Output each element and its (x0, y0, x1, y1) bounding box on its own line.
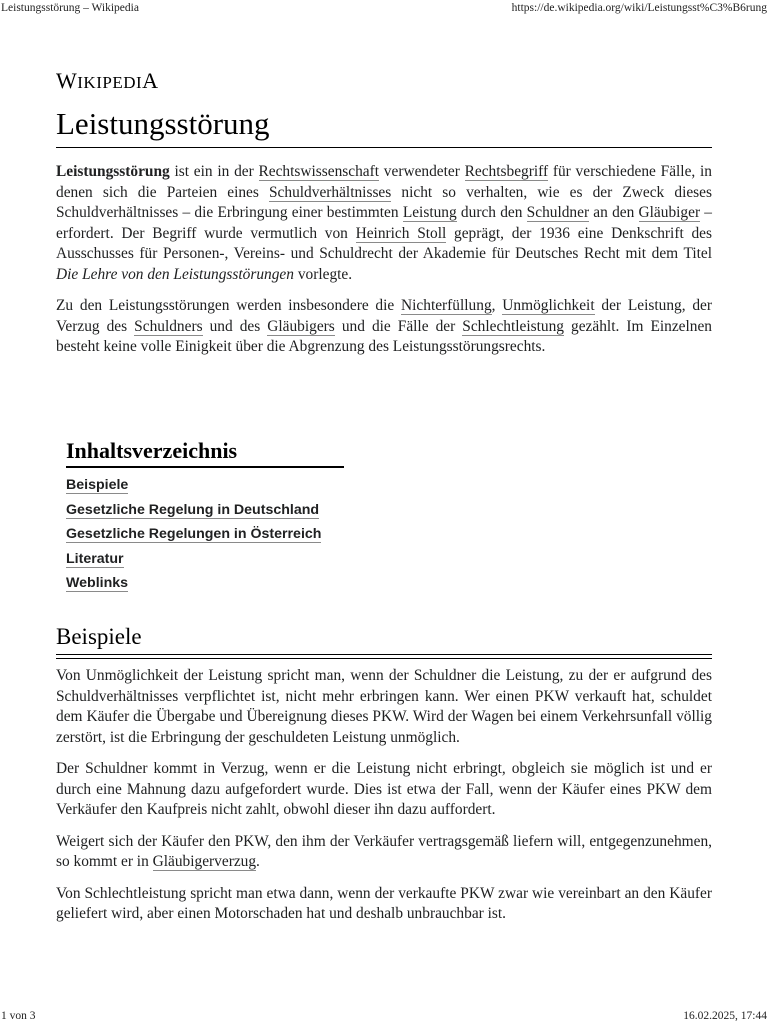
section-paragraph (56, 759, 712, 821)
wiki-link[interactable]: Schuldners (134, 317, 203, 335)
text-run: gezählt. Im Einzelnen besteht keine volle Einigkeit über die Abgrenzung des Leistungsstörungsrechts. (56, 317, 712, 355)
table-of-contents (66, 436, 344, 599)
text-run: für verschiedene Fälle, in denen sich die Parteien eines (56, 163, 712, 201)
toc-item-beispiele[interactable]: Beispiele (66, 477, 129, 493)
page-title: Leistungsstörung (56, 104, 712, 148)
print-page-title: Leistungsstörung – Wikipedia (1, 2, 139, 14)
text-run: ist ein in der (169, 163, 259, 180)
text-run: Zu den Leistungsstörungen werden insbesondere die (56, 297, 402, 314)
section-heading-beispiele: Beispiele (56, 622, 712, 655)
toc-item-literatur[interactable]: Literatur (66, 550, 124, 567)
text-run: Weigert sich der Käufer den PKW, den ihm der Verkäufer vertragsgemäß liefern will, entgegenzunehmen, so kommt er in (56, 832, 712, 870)
wiki-link[interactable]: Unmöglichkeit (502, 297, 595, 314)
section-paragraph (56, 884, 712, 925)
print-url: https://de.wikipedia.org/wiki/Leistungsst%C3%B6rung (511, 2, 767, 14)
italic-title: Die Lehre von den Leistungsstörungen (56, 265, 294, 283)
text-run: . (256, 853, 260, 870)
wiki-link[interactable]: Gläubigers (267, 317, 335, 335)
section-paragraph (56, 666, 712, 748)
intro-paragraph (56, 162, 712, 285)
toc-item-regelungen-oesterreich[interactable]: Gesetzliche Regelungen in Österreich (66, 526, 322, 542)
wiki-link[interactable]: Gläubigerverzug (152, 853, 257, 870)
text-run: , (491, 297, 503, 314)
text-run: und des (202, 317, 268, 335)
text-run: Von Schlechtleistung spricht man etwa dann, wenn der verkaufte PKW zwar wie vereinbart an den Käufer geliefert wird, aber einen Motorschaden hat und deshalb unbrauchbar ist. (56, 884, 712, 922)
toc-item-regelung-deutschland[interactable]: Gesetzliche Regelung in Deutschland (66, 501, 320, 518)
article-intro (56, 162, 712, 358)
wordmark-last: A (142, 68, 159, 93)
text-run: Der Schuldner kommt in Verzug, wenn er die Leistung nicht erbringt, obgleich sie möglich ist und er durch eine Mahnung dazu aufgefordert wurde. Dies ist etwa der Fall, wenn der Käufer eines PKW dem Verkäufer den Kaufpreis nicht zahlt, obwohl dieser ihn dazu auffordert. (56, 760, 712, 818)
print-datetime: 16.02.2025, 17:44 (683, 1010, 767, 1022)
wiki-link[interactable]: Rechtswissenschaft (258, 163, 380, 180)
print-header (1, 1, 767, 15)
toc-item-weblinks[interactable]: Weblinks (66, 575, 129, 591)
text-run: an den (589, 204, 639, 221)
wordmark-rest: IKIPEDI (77, 73, 143, 92)
text-run: Von Unmöglichkeit der Leistung spricht man, wenn der Schuldner die Leistung, zu der er aufgrund des Schuldverhältnisses verpflichtet ist, nicht mehr erbringen kann. Wer einen PKW verkauft hat, schuldet dem Käufer die Übergabe und Übereignung dieses PKW. Wird der Wagen bei einem Verkehrsunfall völlig zerstört, ist die Erbringung der geschuldeten Leistung unmöglich. (56, 667, 712, 746)
wiki-link[interactable]: Gläubiger (638, 204, 701, 221)
print-page-count: 1 von 3 (1, 1010, 36, 1022)
wiki-link[interactable]: Schuldner (526, 204, 590, 221)
text-run: vorlegte. (293, 265, 353, 283)
wikipedia-wordmark[interactable] (56, 68, 159, 94)
intro-paragraph (56, 296, 712, 358)
wiki-link[interactable]: Rechtsbegriff (464, 163, 549, 180)
text-run: geprägt, der 1936 eine Denkschrift des Ausschusses für Personen-, Vereins- und Schuldrecht der Akademie für Deutsches Recht mit dem Titel (56, 224, 712, 262)
wiki-link[interactable]: Schlechtleistung (462, 317, 564, 335)
text-run: und die Fälle der (334, 317, 463, 335)
wiki-link[interactable]: Heinrich Stoll (355, 224, 447, 242)
text-run: der Leistung, der Verzug des (56, 297, 712, 335)
text-run: durch den (456, 204, 527, 221)
wiki-link[interactable]: Schuldverhältnisses (269, 183, 392, 201)
print-footer (1, 1009, 767, 1023)
bold-term: Leistungsstörung (56, 163, 170, 180)
wordmark-first: W (56, 68, 78, 93)
section-paragraph (56, 832, 712, 873)
wiki-link[interactable]: Nichterfüllung (401, 297, 492, 314)
wiki-link[interactable]: Leistung (402, 204, 457, 221)
section-beispiele-body (56, 666, 712, 936)
toc-title: Inhaltsverzeichnis (66, 436, 344, 468)
text-run: nicht so verhalten, wie es der Zweck dieses Schuldverhältnisses – die Erbringung einer bestimmten (56, 183, 712, 221)
text-run: verwendeter (379, 163, 465, 180)
text-run: – erfordert. Der Begriff wurde vermutlich von (56, 204, 713, 242)
